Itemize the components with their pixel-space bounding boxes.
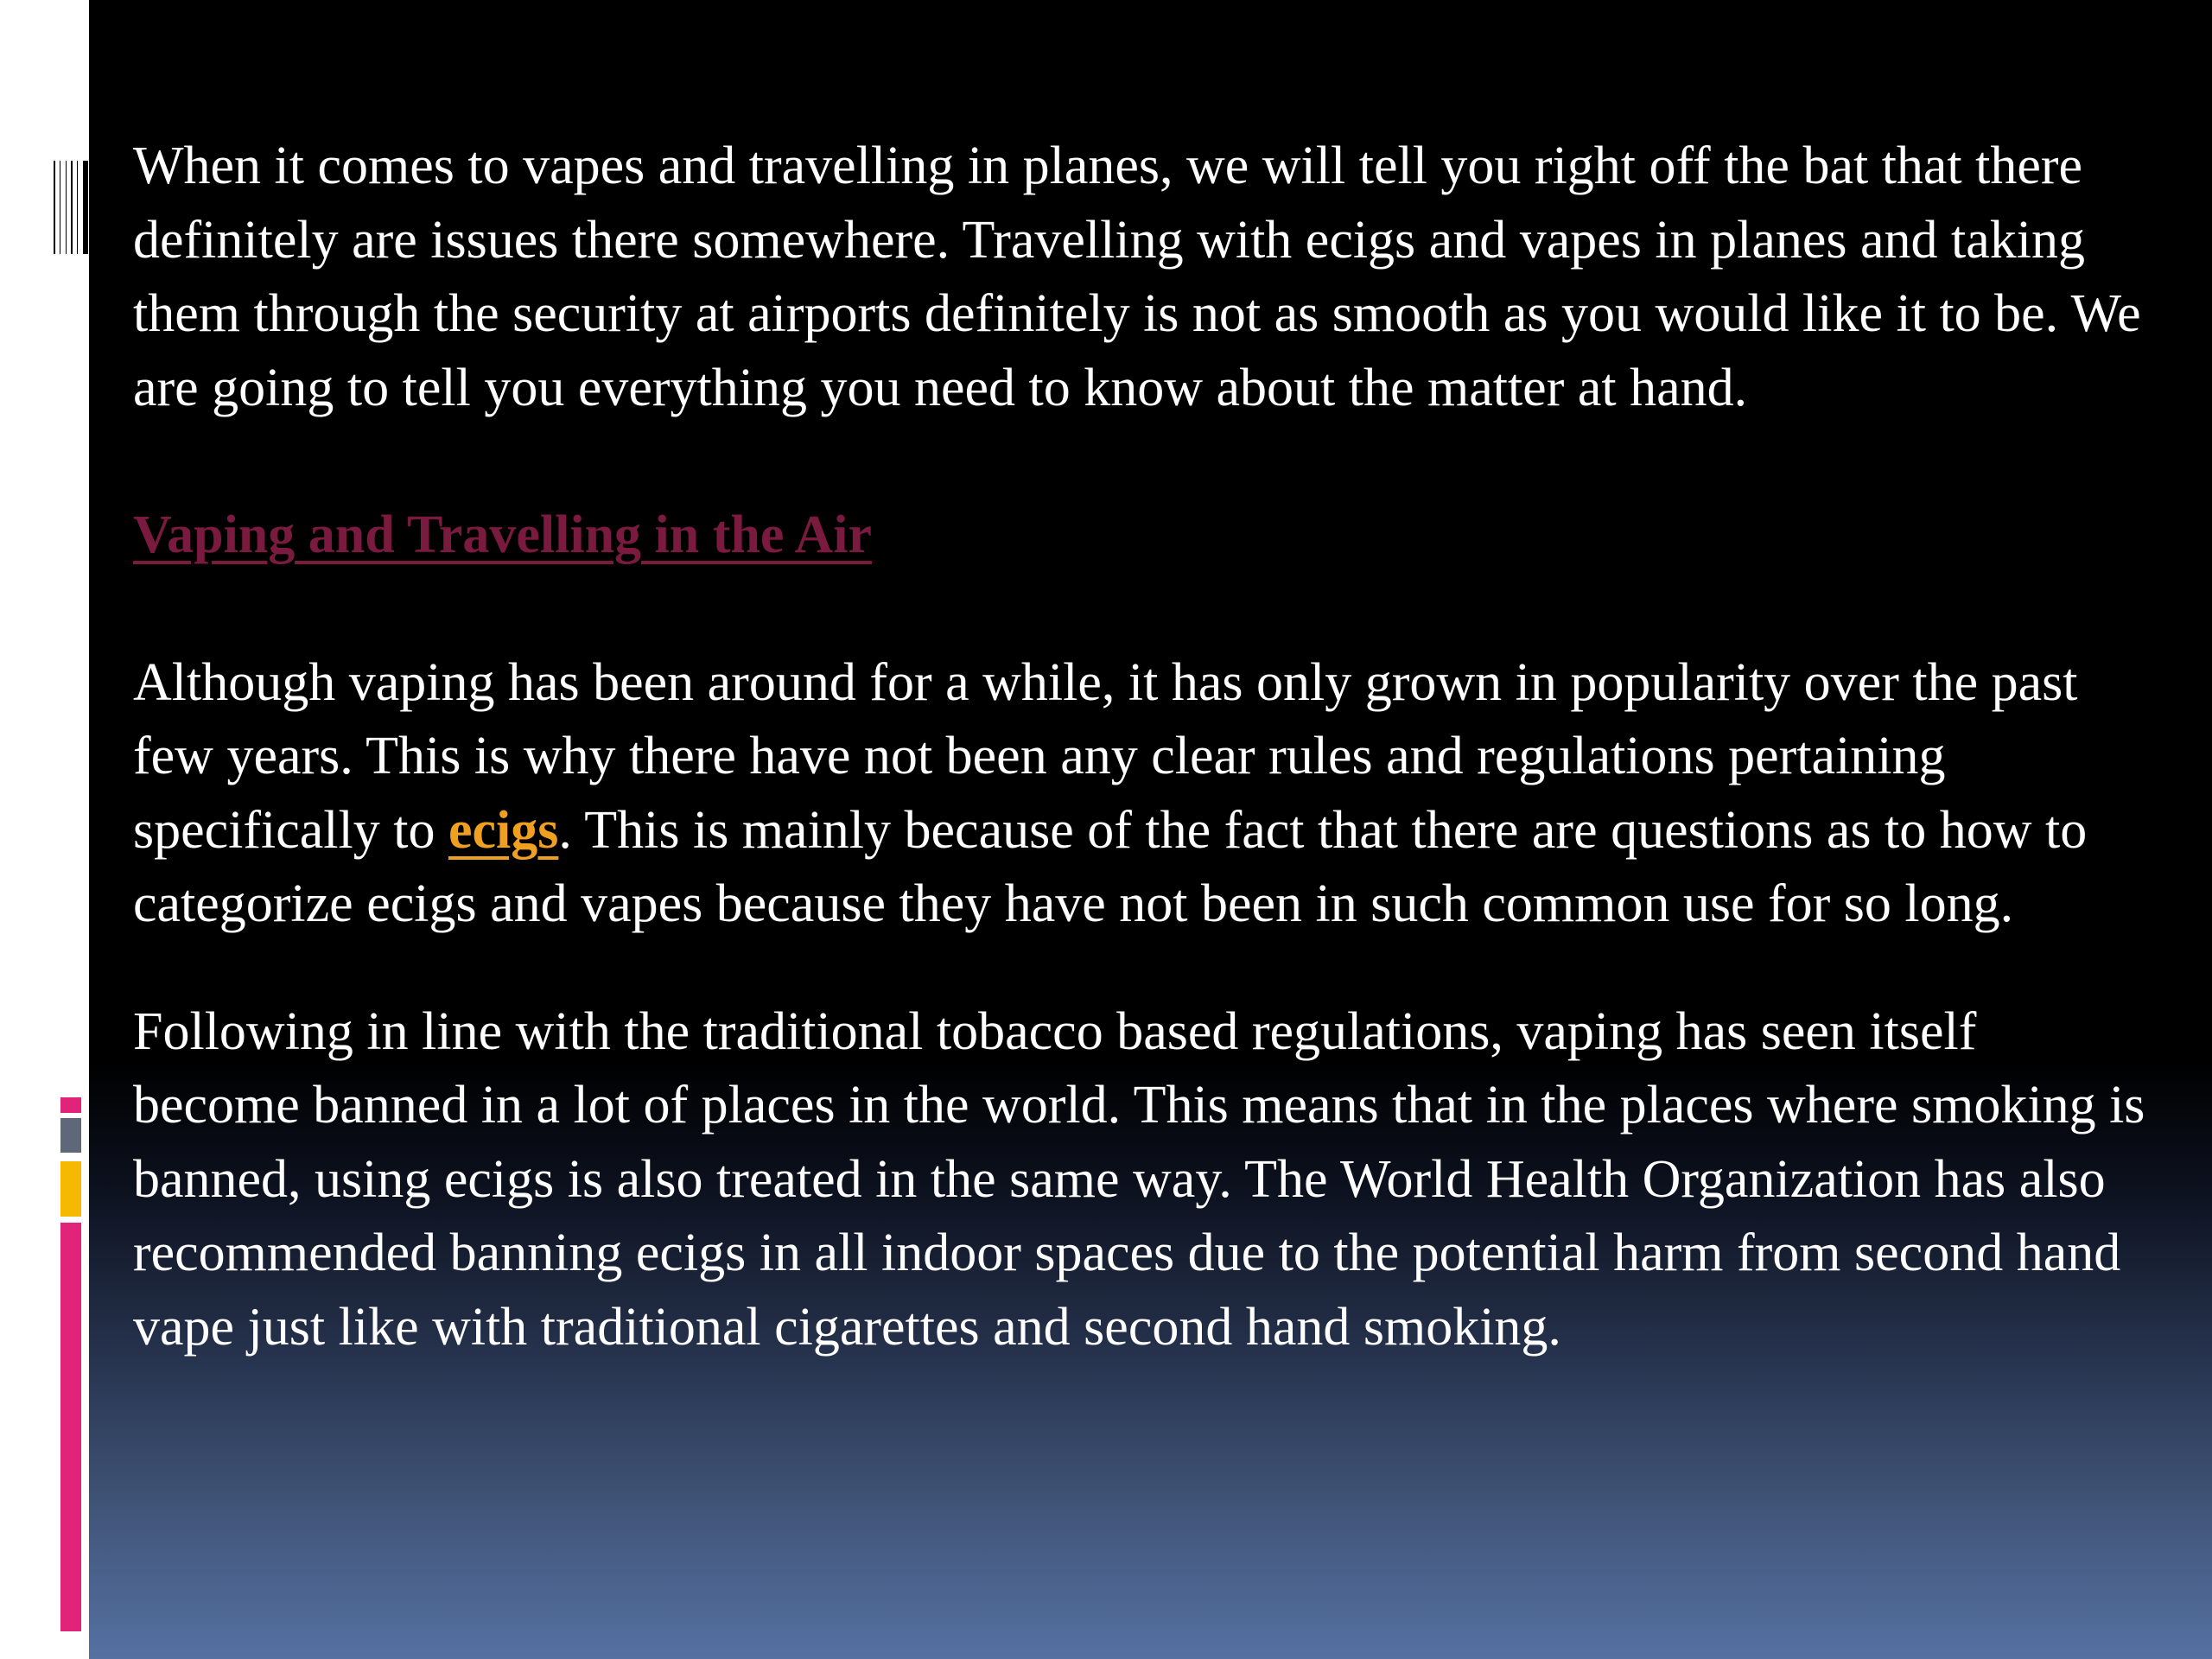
intro-paragraph: When it comes to vapes and travelling in planes, we will tell you right off the bat that there definitely are issues there somewhere. Travelling with ecigs and vapes in planes and taking them through the security at airports definitely is not as smooth as you would like it to be. We are going to tell you everything you need to know about the matter at hand.: [133, 137, 2141, 417]
accent-bar-yellow: [60, 1161, 81, 1217]
popularity-text-after-link: . This is mainly because of the fact that there are questions as to how to categorize ecigs and vapes because they have not been in such common use for so long.: [133, 800, 2088, 933]
ecigs-link[interactable]: ecigs: [448, 800, 559, 860]
accent-bars-decoration: [60, 1097, 81, 1631]
accent-bar-pink-small: [60, 1097, 81, 1113]
accent-bar-gray: [60, 1118, 81, 1153]
slide-body: [133, 130, 2146, 1364]
barcode-decoration: [54, 161, 88, 254]
popularity-text-before-link: Although vaping has been around for a while, it has only grown in popularity over the past few years. This is why there have not been any clear rules and regulations pertaining specifically to: [133, 652, 2078, 860]
regulations-paragraph: Following in line with the traditional tobacco based regulations, vaping has seen itself become banned in a lot of places in the world. This means that in the places where smoking is banned, using ecigs is also treated in the same way. The World Health Organization has also recommended banning ecigs in all indoor spaces due to the potential harm from second hand vape just like with traditional cigarettes and second hand smoking.: [133, 1001, 2145, 1357]
accent-bar-pink-long: [60, 1223, 81, 1631]
section-heading-link[interactable]: Vaping and Travelling in the Air: [133, 505, 873, 564]
popularity-paragraph: [133, 646, 2146, 942]
